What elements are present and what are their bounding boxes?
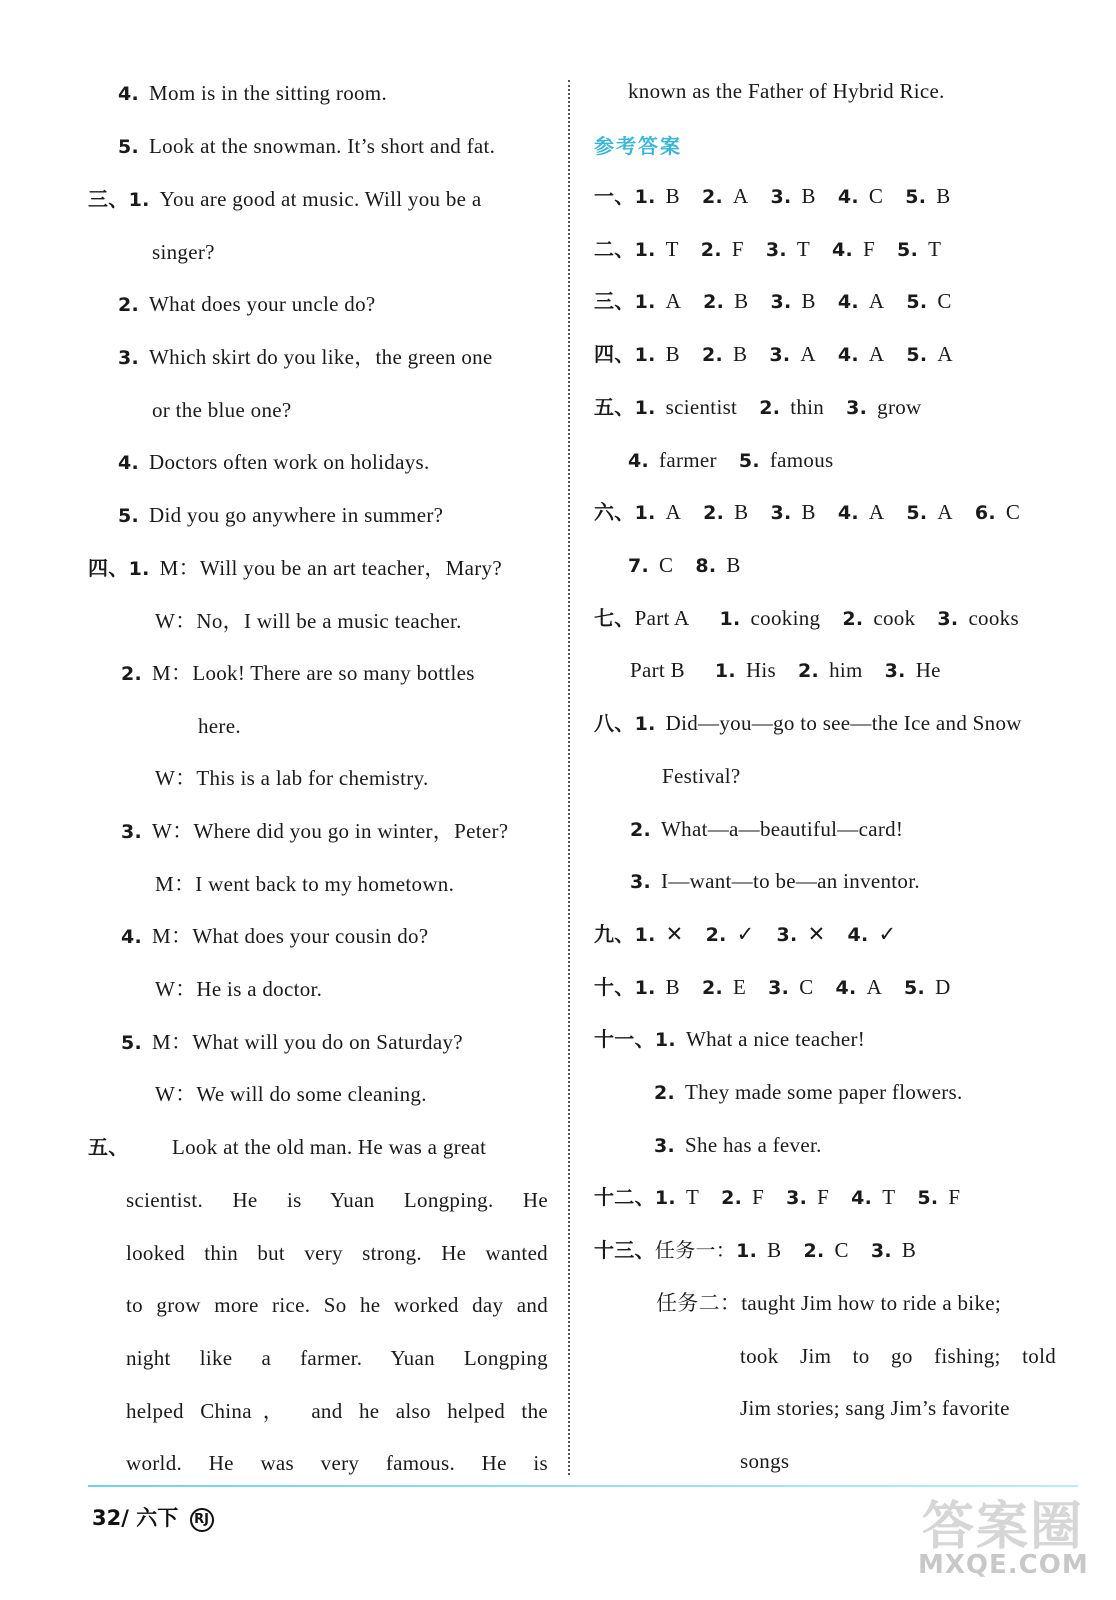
answer-value: C xyxy=(834,1238,849,1262)
item-number: 1. xyxy=(736,1240,758,1262)
section-mark: 一、 xyxy=(594,184,635,208)
answer-items xyxy=(635,922,919,946)
item-number: 2. xyxy=(798,660,820,682)
answer-line xyxy=(662,761,741,791)
answer-items xyxy=(628,448,855,472)
line-text: W：No，I will be a music teacher. xyxy=(155,609,462,633)
item-number: 2. xyxy=(700,239,722,261)
section-mark: 六、 xyxy=(594,500,635,524)
answer-line xyxy=(118,78,387,108)
answer-row xyxy=(594,603,1041,633)
item-number: 3. xyxy=(770,502,792,524)
item-number: 1. xyxy=(714,660,736,682)
answer-value: C xyxy=(1005,500,1021,524)
answer-value: A xyxy=(665,500,682,524)
answer-row xyxy=(594,1182,982,1212)
answer-items xyxy=(635,184,973,208)
answer-value: ✕ xyxy=(665,922,684,946)
answer-line xyxy=(628,76,945,106)
answer-value: T xyxy=(882,1185,896,1209)
answer-value: A xyxy=(733,184,749,208)
answer-value: C xyxy=(799,975,814,999)
answer-value: cooks xyxy=(968,606,1019,630)
task-label: 任务二： xyxy=(656,1291,742,1315)
grade-label: 六下 xyxy=(136,1506,179,1530)
item-number: 2. xyxy=(654,1082,676,1104)
answer-line xyxy=(118,289,376,319)
item-number: 5. xyxy=(118,136,140,158)
item-number: 5. xyxy=(904,977,926,999)
answer-items xyxy=(635,237,964,261)
part-label: Part A xyxy=(634,606,690,630)
answer-line xyxy=(152,237,215,267)
answer-line xyxy=(155,606,462,636)
answer-value: A xyxy=(866,975,883,999)
item-number: 2. xyxy=(701,977,724,999)
answer-value: B xyxy=(726,553,741,577)
answer-value: F xyxy=(752,1185,765,1209)
item-number: 4. xyxy=(118,452,140,474)
answer-value: B xyxy=(665,184,680,208)
answer-value: A xyxy=(868,289,885,313)
item-number: 3. xyxy=(776,924,798,946)
answer-line xyxy=(121,921,428,951)
item-number: 1. xyxy=(634,713,656,735)
item-number: 4. xyxy=(832,239,854,261)
item-number: 2. xyxy=(701,186,724,208)
answer-row xyxy=(594,181,973,211)
item-number: 4. xyxy=(628,450,650,472)
item-number: 1. xyxy=(128,558,150,580)
item-number: 2. xyxy=(701,344,724,366)
passage-line: helped China， and he also helped the xyxy=(126,1399,548,1423)
item-number: 4. xyxy=(837,291,859,313)
answer-value: F xyxy=(863,237,876,261)
answer-value: A xyxy=(937,500,953,524)
answer-line xyxy=(118,131,495,161)
item-number: 1. xyxy=(719,608,741,630)
item-number: 2. xyxy=(803,1240,825,1262)
item-number: 5. xyxy=(906,344,928,366)
answer-value: T xyxy=(685,1185,700,1209)
page-number xyxy=(92,1502,214,1532)
item-number: 3. xyxy=(654,1135,676,1157)
answer-line xyxy=(654,1130,822,1160)
item-number: 1. xyxy=(654,1029,676,1051)
item-number: 1. xyxy=(634,977,656,999)
answer-row xyxy=(594,708,1022,738)
line-text: singer? xyxy=(152,240,215,264)
answer-value: F xyxy=(817,1185,830,1209)
answer-value: A xyxy=(868,342,885,366)
edition-badge: RJ xyxy=(190,1508,214,1532)
answer-line xyxy=(740,1446,789,1476)
answer-value: T xyxy=(665,237,679,261)
section-line xyxy=(88,1132,486,1162)
answer-value: ✓ xyxy=(878,922,897,946)
answer-row xyxy=(594,919,918,949)
item-number: 5. xyxy=(738,450,760,472)
answer-line xyxy=(654,1077,963,1107)
line-text: Which skirt do you like，the green one xyxy=(149,345,493,369)
watermark-text: 答案圈 xyxy=(922,1497,1085,1557)
answer-line xyxy=(118,342,493,372)
item-number: 3. xyxy=(765,239,787,261)
line-text: Jim stories; sang Jim’s favorite xyxy=(740,1396,1010,1420)
section-mark: 十二、 xyxy=(594,1185,655,1209)
item-number: 2. xyxy=(703,291,725,313)
line-text: What does your uncle do? xyxy=(149,292,376,316)
answer-value: T xyxy=(796,237,811,261)
answer-items xyxy=(736,1238,938,1262)
item-number: 3. xyxy=(770,291,792,313)
section-mark: 三、 xyxy=(594,289,635,313)
answer-value: farmer xyxy=(659,448,717,472)
item-number: 5. xyxy=(917,1187,939,1209)
answer-value: grow xyxy=(877,395,922,419)
answer-row xyxy=(594,1235,938,1265)
line-text: W：Where did you go in winter，Peter? xyxy=(152,819,509,843)
answer-row xyxy=(628,550,763,580)
item-number: 5. xyxy=(906,291,928,313)
line-text: Doctors often work on holidays. xyxy=(149,450,430,474)
answer-row xyxy=(594,497,1042,527)
answer-value: B xyxy=(665,342,680,366)
line-text: Did you go anywhere in summer? xyxy=(149,503,444,527)
answer-line xyxy=(121,816,508,846)
answer-value: B xyxy=(665,975,680,999)
answer-line xyxy=(155,763,429,793)
line-text: Look at the old man. He was a great xyxy=(172,1135,487,1159)
item-number: 2. xyxy=(759,397,781,419)
item-number: 2. xyxy=(705,924,727,946)
answer-row xyxy=(594,392,944,422)
section-mark: 十一、 xyxy=(594,1027,655,1051)
item-number: 7. xyxy=(628,555,650,577)
answer-value: C xyxy=(868,184,884,208)
answer-row xyxy=(594,339,975,369)
section-mark: 五、 xyxy=(88,1135,129,1159)
answer-value: famous xyxy=(769,448,834,472)
answer-value: B xyxy=(734,289,749,313)
answer-value: C xyxy=(659,553,674,577)
part-label: Part B xyxy=(630,658,685,682)
section-mark: 十三、 xyxy=(594,1238,655,1262)
section-mark: 十、 xyxy=(594,975,635,999)
answer-items xyxy=(720,606,1041,630)
section-mark: 七、 xyxy=(594,606,635,630)
item-number: 4. xyxy=(118,83,140,105)
item-number: 1. xyxy=(634,344,656,366)
answer-value: ✕ xyxy=(807,922,826,946)
answer-value: F xyxy=(731,237,744,261)
section-mark: 九、 xyxy=(594,922,635,946)
item-number: 3. xyxy=(884,660,906,682)
item-number: 1. xyxy=(654,1187,676,1209)
item-number: 5. xyxy=(906,502,928,524)
answer-value: F xyxy=(948,1185,961,1209)
section-mark: 四、 xyxy=(88,556,129,580)
item-number: 4. xyxy=(847,924,869,946)
answer-line xyxy=(155,1079,427,1109)
answer-items xyxy=(635,342,975,366)
answer-value: B xyxy=(734,500,749,524)
answer-value: B xyxy=(801,184,816,208)
item-number: 2. xyxy=(703,502,725,524)
line-text: She has a fever. xyxy=(685,1133,822,1157)
section-mark: 四、 xyxy=(594,342,635,366)
line-text: Mom is in the sitting room. xyxy=(149,81,387,105)
passage-line: to grow more rice. So he worked day and xyxy=(126,1293,548,1317)
line-text: Did—you—go to see—the Ice and Snow xyxy=(665,711,1022,735)
item-number: 2. xyxy=(630,819,652,841)
answer-value: A xyxy=(937,342,953,366)
answer-line xyxy=(656,1288,1001,1318)
answer-row xyxy=(594,972,973,1002)
answer-value: E xyxy=(733,975,747,999)
item-number: 3. xyxy=(786,1187,808,1209)
answer-line xyxy=(630,814,903,844)
passage-line: scientist. He is Yuan Longping. He xyxy=(126,1188,548,1212)
answer-value: scientist xyxy=(665,395,738,419)
section-line xyxy=(88,184,481,214)
item-number: 1. xyxy=(634,186,656,208)
line-text: songs xyxy=(740,1449,790,1473)
section-mark: 三、 xyxy=(88,187,129,211)
item-number: 2. xyxy=(118,294,140,316)
item-number: 1. xyxy=(634,291,656,313)
line-text: Look at the snowman. It’s short and fat. xyxy=(149,134,496,158)
answer-items xyxy=(635,975,973,999)
item-number: 4. xyxy=(837,344,859,366)
page-number-text: 32/ xyxy=(92,1506,129,1530)
answer-value: A xyxy=(868,500,885,524)
item-number: 8. xyxy=(695,555,717,577)
section-mark: 二、 xyxy=(594,237,635,261)
answer-items xyxy=(628,553,763,577)
answer-items xyxy=(635,500,1043,524)
answer-value: C xyxy=(937,289,952,313)
line-text: W：He is a doctor. xyxy=(155,977,323,1001)
item-number: 3. xyxy=(768,977,790,999)
answer-key-heading: 参考答案 xyxy=(594,134,682,158)
line-text: M：What does your cousin do? xyxy=(152,924,429,948)
answer-value: cook xyxy=(873,606,916,630)
answer-line xyxy=(121,1027,463,1057)
answer-row xyxy=(628,445,855,475)
line-text: or the blue one? xyxy=(152,398,292,422)
item-number: 2. xyxy=(721,1187,743,1209)
line-text: What—a—beautiful—card! xyxy=(661,817,904,841)
item-number: 1. xyxy=(634,502,656,524)
answer-value: D xyxy=(935,975,951,999)
answer-value: B xyxy=(733,342,748,366)
line-text: I—want—to be—an inventor. xyxy=(661,869,920,893)
task-label: 任务一： xyxy=(654,1238,737,1262)
line-text: What a nice teacher! xyxy=(685,1027,866,1051)
answer-row xyxy=(594,234,963,264)
line-text: Festival? xyxy=(662,764,741,788)
line-text: M：I went back to my hometown. xyxy=(155,872,455,896)
line-text: W：We will do some cleaning. xyxy=(155,1082,427,1106)
answer-items xyxy=(635,395,944,419)
line-text: They made some paper flowers. xyxy=(685,1080,963,1104)
answer-line xyxy=(740,1393,1010,1423)
answer-row xyxy=(594,286,974,316)
answer-row xyxy=(594,1024,865,1054)
answer-line xyxy=(155,869,454,899)
section-mark: 八、 xyxy=(594,711,635,735)
passage-line: looked thin but very strong. He wanted xyxy=(126,1241,548,1265)
section-line xyxy=(88,553,502,583)
answer-value: thin xyxy=(790,395,825,419)
item-number: 3. xyxy=(769,344,791,366)
answer-value: cooking xyxy=(750,606,821,630)
answer-value: him xyxy=(829,658,863,682)
item-number: 1. xyxy=(634,924,656,946)
passage-line: night like a farmer. Yuan Longping xyxy=(126,1346,548,1370)
answer-row xyxy=(630,655,963,685)
item-number: 3. xyxy=(846,397,868,419)
answer-line xyxy=(155,974,322,1004)
watermark xyxy=(918,1484,1088,1594)
answer-line xyxy=(152,395,292,425)
line-text: taught Jim how to ride a bike; xyxy=(741,1291,1001,1315)
answer-line xyxy=(118,447,430,477)
item-number: 3. xyxy=(870,1240,892,1262)
item-number: 3. xyxy=(630,871,652,893)
item-number: 4. xyxy=(835,977,857,999)
answer-value: ✓ xyxy=(736,922,755,946)
answer-value: He xyxy=(915,658,941,682)
section-mark: 五、 xyxy=(594,395,635,419)
answer-items xyxy=(635,289,974,313)
line-text: here. xyxy=(198,714,241,738)
item-number: 5. xyxy=(905,186,927,208)
answer-line xyxy=(630,866,920,896)
answer-value: B xyxy=(901,1238,917,1262)
answer-value: His xyxy=(745,658,777,682)
item-number: 1. xyxy=(634,397,656,419)
answer-value: B xyxy=(936,184,951,208)
answer-value: A xyxy=(800,342,816,366)
item-number: 4. xyxy=(837,502,859,524)
answer-line: took Jim to go fishing; told xyxy=(740,1344,1056,1368)
answer-items xyxy=(655,1185,982,1209)
item-number: 6. xyxy=(974,502,996,524)
answer-value: B xyxy=(801,500,816,524)
line-text: M：Will you be an art teacher，Mary? xyxy=(159,556,502,580)
answer-value: A xyxy=(665,289,682,313)
item-number: 4. xyxy=(121,926,143,948)
answer-line xyxy=(198,711,241,741)
item-number: 5. xyxy=(897,239,919,261)
item-number: 1. xyxy=(128,189,150,211)
item-number: 3. xyxy=(937,608,959,630)
item-number: 4. xyxy=(837,186,859,208)
answer-value: T xyxy=(928,237,942,261)
item-number: 2. xyxy=(842,608,864,630)
column-divider xyxy=(568,80,570,1475)
answer-items xyxy=(715,658,963,682)
line-text: You are good at music. Will you be a xyxy=(159,187,482,211)
line-text: W：This is a lab for chemistry. xyxy=(155,766,429,790)
answer-value: B xyxy=(767,1238,782,1262)
item-number: 3. xyxy=(770,186,792,208)
item-number: 1. xyxy=(634,239,656,261)
watermark-url: MXQE.COM xyxy=(918,1550,1089,1580)
line-text: known as the Father of Hybrid Rice. xyxy=(628,79,945,103)
item-number: 5. xyxy=(118,505,140,527)
item-number: 3. xyxy=(121,821,143,843)
answer-value: B xyxy=(801,289,816,313)
passage-line: world. He was very famous. He is xyxy=(126,1451,548,1475)
answer-line xyxy=(121,658,475,688)
item-number: 4. xyxy=(851,1187,873,1209)
item-number: 3. xyxy=(118,347,140,369)
item-number: 5. xyxy=(121,1032,143,1054)
item-number: 2. xyxy=(121,663,143,685)
answer-line xyxy=(118,500,443,530)
line-text: M：What will you do on Saturday? xyxy=(152,1030,463,1054)
line-text: M：Look! There are so many bottles xyxy=(152,661,475,685)
